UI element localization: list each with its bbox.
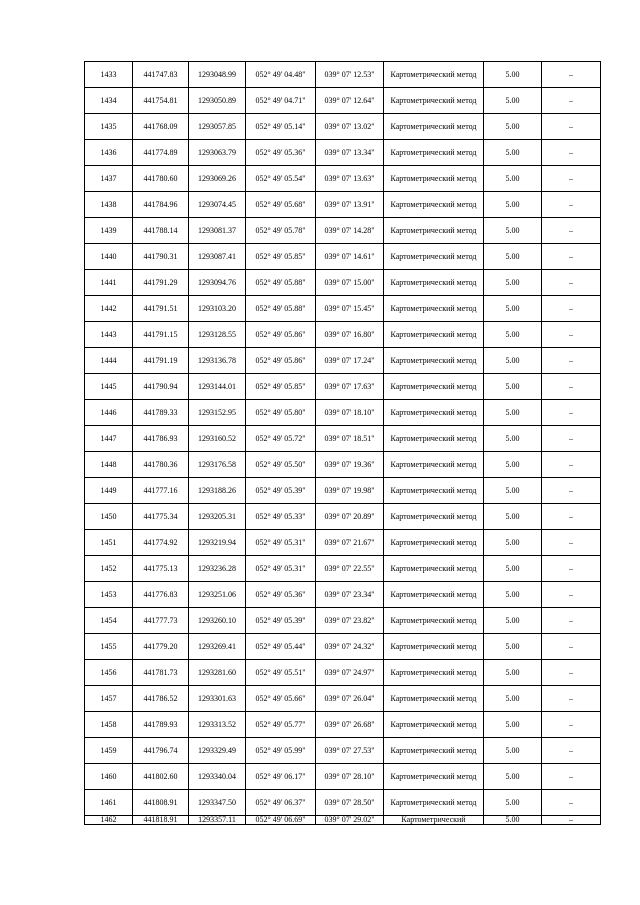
method-cell: Картометрический метод: [384, 686, 484, 712]
latitude-cell: 052° 49' 05.33": [246, 504, 316, 530]
accuracy-cell: 5.00: [484, 634, 542, 660]
x-coordinate-cell: 441774.89: [133, 140, 189, 166]
note-cell: –: [542, 322, 601, 348]
accuracy-cell: 5.00: [484, 400, 542, 426]
y-coordinate-cell: 1293347.50: [189, 790, 246, 816]
y-coordinate-cell: 1293152.95: [189, 400, 246, 426]
longitude-cell: 039° 07' 17.24": [316, 348, 384, 374]
table-row: [85, 426, 601, 452]
longitude-cell: 039° 07' 27.53": [316, 738, 384, 764]
point-number-cell: 1452: [85, 556, 133, 582]
note-cell: –: [542, 426, 601, 452]
accuracy-cell: 5.00: [484, 530, 542, 556]
y-coordinate-cell: 1293057.85: [189, 114, 246, 140]
method-cell: Картометрический метод: [384, 218, 484, 244]
accuracy-cell: 5.00: [484, 764, 542, 790]
point-number-cell: 1454: [85, 608, 133, 634]
y-coordinate-cell: 1293160.52: [189, 426, 246, 452]
longitude-cell: 039° 07' 28.10": [316, 764, 384, 790]
y-coordinate-cell: 1293251.06: [189, 582, 246, 608]
x-coordinate-cell: 441754.81: [133, 88, 189, 114]
y-coordinate-cell: 1293136.78: [189, 348, 246, 374]
table-row: [85, 764, 601, 790]
longitude-cell: 039° 07' 24.97": [316, 660, 384, 686]
latitude-cell: 052° 49' 05.85": [246, 244, 316, 270]
longitude-cell: 039° 07' 19.98": [316, 478, 384, 504]
longitude-cell: 039° 07' 19.36": [316, 452, 384, 478]
latitude-cell: 052° 49' 05.39": [246, 478, 316, 504]
y-coordinate-cell: 1293301.63: [189, 686, 246, 712]
point-number-cell: 1447: [85, 426, 133, 452]
table-row: [85, 478, 601, 504]
x-coordinate-cell: 441788.14: [133, 218, 189, 244]
accuracy-cell: 5.00: [484, 88, 542, 114]
note-cell: –: [542, 88, 601, 114]
method-cell: Картометрический метод: [384, 790, 484, 816]
table-row: [85, 270, 601, 296]
longitude-cell: 039° 07' 13.91": [316, 192, 384, 218]
note-cell: –: [542, 62, 601, 88]
accuracy-cell: 5.00: [484, 712, 542, 738]
longitude-cell: 039° 07' 23.34": [316, 582, 384, 608]
y-coordinate-cell: 1293219.94: [189, 530, 246, 556]
table-row: [85, 660, 601, 686]
table-row: [85, 530, 601, 556]
latitude-cell: 052° 49' 05.54": [246, 166, 316, 192]
longitude-cell: 039° 07' 13.63": [316, 166, 384, 192]
x-coordinate-cell: 441747.83: [133, 62, 189, 88]
point-number-cell: 1449: [85, 478, 133, 504]
table-row: [85, 686, 601, 712]
method-cell: Картометрический метод: [384, 712, 484, 738]
longitude-cell: 039° 07' 18.51": [316, 426, 384, 452]
x-coordinate-cell: 441808.91: [133, 790, 189, 816]
point-number-cell: 1443: [85, 322, 133, 348]
table-row: [85, 88, 601, 114]
point-number-cell: 1439: [85, 218, 133, 244]
latitude-cell: 052° 49' 05.80": [246, 400, 316, 426]
accuracy-cell: 5.00: [484, 62, 542, 88]
method-cell: Картометрический метод: [384, 374, 484, 400]
x-coordinate-cell: 441802.60: [133, 764, 189, 790]
y-coordinate-cell: 1293050.89: [189, 88, 246, 114]
table-row: [85, 192, 601, 218]
y-coordinate-cell: 1293063.79: [189, 140, 246, 166]
x-coordinate-cell: 441818.91: [133, 816, 189, 825]
method-cell: Картометрический метод: [384, 270, 484, 296]
table-row: [85, 738, 601, 764]
accuracy-cell: 5.00: [484, 296, 542, 322]
x-coordinate-cell: 441790.94: [133, 374, 189, 400]
coordinates-table: [84, 61, 601, 825]
table-row: [85, 790, 601, 816]
x-coordinate-cell: 441791.15: [133, 322, 189, 348]
latitude-cell: 052° 49' 05.51": [246, 660, 316, 686]
x-coordinate-cell: 441789.33: [133, 400, 189, 426]
latitude-cell: 052° 49' 05.88": [246, 296, 316, 322]
note-cell: –: [542, 166, 601, 192]
longitude-cell: 039° 07' 14.28": [316, 218, 384, 244]
longitude-cell: 039° 07' 12.64": [316, 88, 384, 114]
y-coordinate-cell: 1293094.76: [189, 270, 246, 296]
accuracy-cell: 5.00: [484, 244, 542, 270]
method-cell: Картометрический метод: [384, 348, 484, 374]
accuracy-cell: 5.00: [484, 322, 542, 348]
point-number-cell: 1442: [85, 296, 133, 322]
x-coordinate-cell: 441775.13: [133, 556, 189, 582]
x-coordinate-cell: 441786.52: [133, 686, 189, 712]
accuracy-cell: 5.00: [484, 660, 542, 686]
note-cell: –: [542, 556, 601, 582]
x-coordinate-cell: 441780.60: [133, 166, 189, 192]
latitude-cell: 052° 49' 05.86": [246, 348, 316, 374]
x-coordinate-cell: 441777.16: [133, 478, 189, 504]
table-row: [85, 400, 601, 426]
point-number-cell: 1445: [85, 374, 133, 400]
x-coordinate-cell: 441774.92: [133, 530, 189, 556]
table-row: [85, 504, 601, 530]
latitude-cell: 052° 49' 05.86": [246, 322, 316, 348]
point-number-cell: 1461: [85, 790, 133, 816]
latitude-cell: 052° 49' 05.50": [246, 452, 316, 478]
method-cell: Картометрический метод: [384, 244, 484, 270]
table-row: [85, 62, 601, 88]
latitude-cell: 052° 49' 05.36": [246, 582, 316, 608]
x-coordinate-cell: 441790.31: [133, 244, 189, 270]
y-coordinate-cell: 1293144.01: [189, 374, 246, 400]
point-number-cell: 1441: [85, 270, 133, 296]
table-row: [85, 452, 601, 478]
longitude-cell: 039° 07' 18.10": [316, 400, 384, 426]
point-number-cell: 1462: [85, 816, 133, 825]
note-cell: –: [542, 738, 601, 764]
note-cell: –: [542, 712, 601, 738]
method-cell: Картометрический метод: [384, 192, 484, 218]
longitude-cell: 039° 07' 23.82": [316, 608, 384, 634]
point-number-cell: 1457: [85, 686, 133, 712]
point-number-cell: 1453: [85, 582, 133, 608]
accuracy-cell: 5.00: [484, 608, 542, 634]
table-row: [85, 166, 601, 192]
method-cell: Картометрический метод: [384, 738, 484, 764]
point-number-cell: 1440: [85, 244, 133, 270]
table-row: [85, 244, 601, 270]
accuracy-cell: 5.00: [484, 218, 542, 244]
x-coordinate-cell: 441786.93: [133, 426, 189, 452]
y-coordinate-cell: 1293269.41: [189, 634, 246, 660]
latitude-cell: 052° 49' 05.99": [246, 738, 316, 764]
x-coordinate-cell: 441777.73: [133, 608, 189, 634]
table-row: [85, 712, 601, 738]
point-number-cell: 1437: [85, 166, 133, 192]
method-cell: Картометрический метод: [384, 452, 484, 478]
method-cell: Картометрический метод: [384, 114, 484, 140]
longitude-cell: 039° 07' 16.80": [316, 322, 384, 348]
longitude-cell: 039° 07' 28.50": [316, 790, 384, 816]
x-coordinate-cell: 441791.29: [133, 270, 189, 296]
table-row: [85, 348, 601, 374]
note-cell: –: [542, 686, 601, 712]
method-cell: Картометрический метод: [384, 764, 484, 790]
latitude-cell: 052° 49' 05.31": [246, 530, 316, 556]
note-cell: –: [542, 348, 601, 374]
y-coordinate-cell: 1293205.31: [189, 504, 246, 530]
x-coordinate-cell: 441779.20: [133, 634, 189, 660]
y-coordinate-cell: 1293236.28: [189, 556, 246, 582]
note-cell: –: [542, 660, 601, 686]
table-row: [85, 374, 601, 400]
accuracy-cell: 5.00: [484, 348, 542, 374]
table-row: [85, 296, 601, 322]
longitude-cell: 039° 07' 17.63": [316, 374, 384, 400]
y-coordinate-cell: 1293281.60: [189, 660, 246, 686]
latitude-cell: 052° 49' 05.88": [246, 270, 316, 296]
latitude-cell: 052° 49' 05.39": [246, 608, 316, 634]
table-row: [85, 322, 601, 348]
x-coordinate-cell: 441791.51: [133, 296, 189, 322]
method-cell: Картометрический: [384, 816, 484, 825]
point-number-cell: 1459: [85, 738, 133, 764]
x-coordinate-cell: 441780.36: [133, 452, 189, 478]
accuracy-cell: 5.00: [484, 816, 542, 825]
x-coordinate-cell: 441781.73: [133, 660, 189, 686]
x-coordinate-cell: 441775.34: [133, 504, 189, 530]
note-cell: –: [542, 816, 601, 825]
longitude-cell: 039° 07' 12.53": [316, 62, 384, 88]
note-cell: –: [542, 504, 601, 530]
table-row: [85, 634, 601, 660]
y-coordinate-cell: 1293260.10: [189, 608, 246, 634]
method-cell: Картометрический метод: [384, 556, 484, 582]
y-coordinate-cell: 1293329.49: [189, 738, 246, 764]
x-coordinate-cell: 441784.96: [133, 192, 189, 218]
latitude-cell: 052° 49' 05.78": [246, 218, 316, 244]
note-cell: –: [542, 192, 601, 218]
longitude-cell: 039° 07' 26.68": [316, 712, 384, 738]
method-cell: Картометрический метод: [384, 296, 484, 322]
accuracy-cell: 5.00: [484, 270, 542, 296]
y-coordinate-cell: 1293340.04: [189, 764, 246, 790]
note-cell: –: [542, 530, 601, 556]
point-number-cell: 1444: [85, 348, 133, 374]
y-coordinate-cell: 1293357.11: [189, 816, 246, 825]
method-cell: Картометрический метод: [384, 88, 484, 114]
note-cell: –: [542, 140, 601, 166]
y-coordinate-cell: 1293176.58: [189, 452, 246, 478]
latitude-cell: 052° 49' 05.66": [246, 686, 316, 712]
longitude-cell: 039° 07' 24.32": [316, 634, 384, 660]
method-cell: Картометрический метод: [384, 62, 484, 88]
accuracy-cell: 5.00: [484, 686, 542, 712]
longitude-cell: 039° 07' 29.02": [316, 816, 384, 825]
latitude-cell: 052° 49' 05.14": [246, 114, 316, 140]
y-coordinate-cell: 1293313.52: [189, 712, 246, 738]
note-cell: –: [542, 114, 601, 140]
accuracy-cell: 5.00: [484, 738, 542, 764]
longitude-cell: 039° 07' 13.34": [316, 140, 384, 166]
note-cell: –: [542, 634, 601, 660]
note-cell: –: [542, 400, 601, 426]
latitude-cell: 052° 49' 05.31": [246, 556, 316, 582]
y-coordinate-cell: 1293128.55: [189, 322, 246, 348]
y-coordinate-cell: 1293087.41: [189, 244, 246, 270]
latitude-cell: 052° 49' 06.69": [246, 816, 316, 825]
accuracy-cell: 5.00: [484, 790, 542, 816]
note-cell: –: [542, 296, 601, 322]
y-coordinate-cell: 1293081.37: [189, 218, 246, 244]
y-coordinate-cell: 1293188.26: [189, 478, 246, 504]
latitude-cell: 052° 49' 05.77": [246, 712, 316, 738]
note-cell: –: [542, 244, 601, 270]
x-coordinate-cell: 441796.74: [133, 738, 189, 764]
point-number-cell: 1435: [85, 114, 133, 140]
x-coordinate-cell: 441768.09: [133, 114, 189, 140]
accuracy-cell: 5.00: [484, 166, 542, 192]
latitude-cell: 052° 49' 05.44": [246, 634, 316, 660]
method-cell: Картометрический метод: [384, 322, 484, 348]
y-coordinate-cell: 1293069.26: [189, 166, 246, 192]
latitude-cell: 052° 49' 05.68": [246, 192, 316, 218]
longitude-cell: 039° 07' 15.45": [316, 296, 384, 322]
latitude-cell: 052° 49' 06.17": [246, 764, 316, 790]
point-number-cell: 1446: [85, 400, 133, 426]
table-body: [85, 62, 601, 825]
point-number-cell: 1434: [85, 88, 133, 114]
y-coordinate-cell: 1293074.45: [189, 192, 246, 218]
note-cell: –: [542, 374, 601, 400]
accuracy-cell: 5.00: [484, 426, 542, 452]
x-coordinate-cell: 441776.83: [133, 582, 189, 608]
accuracy-cell: 5.00: [484, 140, 542, 166]
method-cell: Картометрический метод: [384, 504, 484, 530]
note-cell: –: [542, 218, 601, 244]
accuracy-cell: 5.00: [484, 452, 542, 478]
point-number-cell: 1450: [85, 504, 133, 530]
note-cell: –: [542, 452, 601, 478]
accuracy-cell: 5.00: [484, 504, 542, 530]
accuracy-cell: 5.00: [484, 374, 542, 400]
note-cell: –: [542, 270, 601, 296]
point-number-cell: 1451: [85, 530, 133, 556]
method-cell: Картометрический метод: [384, 582, 484, 608]
method-cell: Картометрический метод: [384, 608, 484, 634]
note-cell: –: [542, 582, 601, 608]
method-cell: Картометрический метод: [384, 166, 484, 192]
longitude-cell: 039° 07' 15.00": [316, 270, 384, 296]
y-coordinate-cell: 1293103.20: [189, 296, 246, 322]
latitude-cell: 052° 49' 05.36": [246, 140, 316, 166]
table-row: [85, 608, 601, 634]
accuracy-cell: 5.00: [484, 478, 542, 504]
point-number-cell: 1455: [85, 634, 133, 660]
method-cell: Картометрический метод: [384, 478, 484, 504]
latitude-cell: 052° 49' 04.48": [246, 62, 316, 88]
longitude-cell: 039° 07' 13.02": [316, 114, 384, 140]
table-row: [85, 556, 601, 582]
accuracy-cell: 5.00: [484, 114, 542, 140]
latitude-cell: 052° 49' 05.85": [246, 374, 316, 400]
point-number-cell: 1456: [85, 660, 133, 686]
note-cell: –: [542, 790, 601, 816]
point-number-cell: 1458: [85, 712, 133, 738]
method-cell: Картометрический метод: [384, 400, 484, 426]
longitude-cell: 039° 07' 14.61": [316, 244, 384, 270]
point-number-cell: 1460: [85, 764, 133, 790]
latitude-cell: 052° 49' 06.37": [246, 790, 316, 816]
longitude-cell: 039° 07' 20.89": [316, 504, 384, 530]
table-row: [85, 816, 601, 825]
method-cell: Картометрический метод: [384, 634, 484, 660]
table-row: [85, 218, 601, 244]
method-cell: Картометрический метод: [384, 140, 484, 166]
accuracy-cell: 5.00: [484, 556, 542, 582]
note-cell: –: [542, 764, 601, 790]
method-cell: Картометрический метод: [384, 530, 484, 556]
method-cell: Картометрический метод: [384, 660, 484, 686]
point-number-cell: 1433: [85, 62, 133, 88]
accuracy-cell: 5.00: [484, 582, 542, 608]
table-row: [85, 140, 601, 166]
table-row: [85, 582, 601, 608]
method-cell: Картометрический метод: [384, 426, 484, 452]
longitude-cell: 039° 07' 21.67": [316, 530, 384, 556]
y-coordinate-cell: 1293048.99: [189, 62, 246, 88]
point-number-cell: 1436: [85, 140, 133, 166]
longitude-cell: 039° 07' 26.04": [316, 686, 384, 712]
point-number-cell: 1438: [85, 192, 133, 218]
x-coordinate-cell: 441789.93: [133, 712, 189, 738]
accuracy-cell: 5.00: [484, 192, 542, 218]
note-cell: –: [542, 478, 601, 504]
latitude-cell: 052° 49' 04.71": [246, 88, 316, 114]
point-number-cell: 1448: [85, 452, 133, 478]
x-coordinate-cell: 441791.19: [133, 348, 189, 374]
note-cell: –: [542, 608, 601, 634]
table-row: [85, 114, 601, 140]
latitude-cell: 052° 49' 05.72": [246, 426, 316, 452]
longitude-cell: 039° 07' 22.55": [316, 556, 384, 582]
